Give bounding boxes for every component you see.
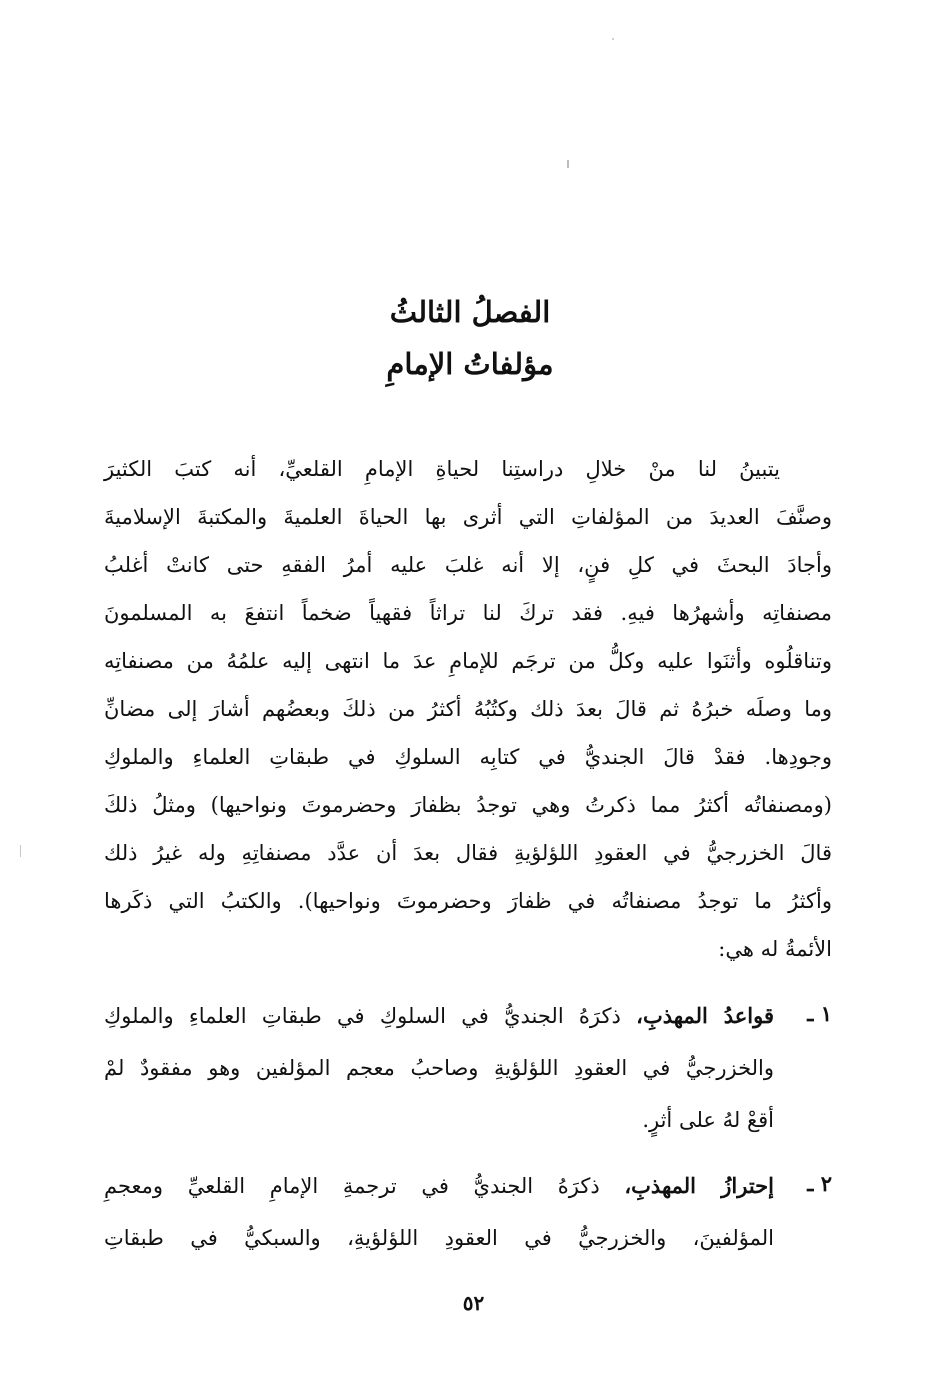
paragraph-line: وما وصلَه خبرُهُ ثم قالَ بعدَ ذلك وكتُبُهُ أكثرُ من ذلكَ وبعضُهم أشارَ إلى مضانِّ [104,697,832,721]
paragraph-line: الأئمةُ له هي: [718,937,832,961]
paragraph-line: وأجادَ البحثَ في كلِ فنٍ، إلا أنه غلبَ عليه أمرُ الفقهِ حتى كانتْ أغلبُ [104,553,832,577]
paragraph-line: وجودِها. فقدْ قالَ الجنديُّ في كتابِه السلوكِ في طبقاتِ العلماءِ والملوكِ [104,745,832,769]
list-item-number: ١ ـ [807,1001,832,1026]
list-item-text: ذكرَهُ الجنديُّ في ترجمةِ الإمامِ القلعيِّ ومعجمِ [104,1174,600,1198]
list-item [104,1160,832,1264]
paragraph-line: وتناقلُوه وأثنَوا عليه وكلُّ من ترجَم للإمامِ عدَ ما انتهى إليه علمُهُ من مصنفاتِه [104,649,832,673]
list-item-line [104,990,774,1042]
chapter-heading [120,286,820,390]
list-item [104,990,832,1146]
chapter-title: الفصلُ الثالثُ [389,295,551,329]
works-list [104,990,832,1270]
list-item-title: إحترازُ المهذبِ، [624,1173,774,1198]
list-item-line: والخزرجيُّ في العقودِ اللؤلؤيةِ وصاحبُ معجم المؤلفين وهو مفقودٌ لمْ [104,1056,774,1080]
list-item-line: أقعْ لهُ على أثرٍ. [642,1108,774,1132]
list-item-title: قواعدُ المهذبِ، [636,1003,774,1028]
list-item-body [104,1160,774,1264]
body-paragraph [104,445,832,973]
paragraph-line: وصنَّفَ العديدَ من المؤلفاتِ التي أثرى بها الحياةَ العلميةَ والمكتبةَ الإسلاميةَ [104,505,832,529]
list-item-line [104,1160,774,1212]
list-item-number: ٢ ـ [807,1171,832,1196]
list-item-body [104,990,774,1146]
paragraph-line: (ومصنفاتُه أكثرُ مما ذكرتُ وهي توجدُ بظفارَ وحضرموتَ ونواحيها) ومثلُ ذلكَ [104,793,832,817]
paragraph-line: وأكثرُ ما توجدُ مصنفاتُه في ظفارَ وحضرموتَ ونواحيها). والكتبُ التي ذكَرها [104,889,832,913]
scan-speck [567,160,569,168]
scan-speck [20,845,21,857]
list-item-line: المؤلفينَ، والخزرجيُّ في العقودِ اللؤلؤيةِ، والسبكيُّ في طبقاتِ [104,1226,774,1250]
chapter-subtitle: مؤلفاتُ الإمامِ [386,347,554,381]
scan-speck [612,38,614,40]
paragraph-line: مصنفاتِه وأشهرُها فيهِ. فقد تركَ لنا تراثاً فقهياً ضخماً انتفعَ به المسلمونَ [104,601,832,625]
list-item-text: ذكرَهُ الجنديُّ في السلوكِ في طبقاتِ العلماءِ والملوكِ [104,1004,621,1028]
paragraph-line: يتبينُ لنا منْ خلالِ دراستِنا لحياةِ الإمامِ القلعيِّ، أنه كتبَ الكثيرَ [104,457,780,481]
paragraph-line: قالَ الخزرجيُّ في العقودِ اللؤلؤيةِ فقال بعدَ أن عدَّد مصنفاتِهِ وله غيرُ ذلك [104,841,832,865]
page-number: ٥٢ [462,1291,485,1315]
